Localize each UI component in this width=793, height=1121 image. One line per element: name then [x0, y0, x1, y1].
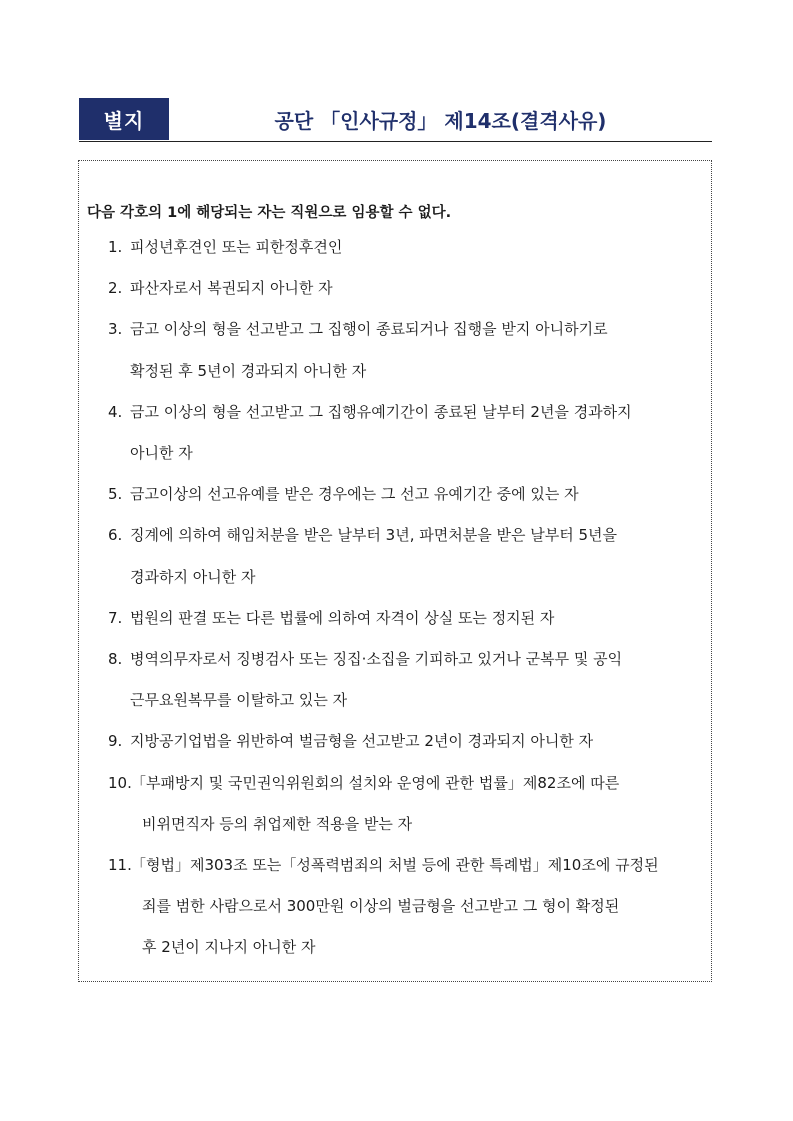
- list-item-number: 7.: [108, 608, 123, 627]
- list-item-text: 병역의무자로서 징병검사 또는 징집·소집을 기피하고 있거나 군복무 및 공익: [130, 650, 623, 668]
- list-item: [79, 608, 709, 649]
- content-box: [78, 160, 712, 982]
- attachment-label: 별지: [79, 98, 169, 140]
- list-item: [79, 525, 709, 607]
- list-item: [79, 278, 709, 319]
- list-item: [79, 319, 709, 401]
- list-item-text: 「형법」제303조 또는「성폭력범죄의 처벌 등에 관한 특례법」제10조에 규정된: [131, 856, 659, 874]
- list-item-text: 금고 이상의 형을 선고받고 그 집행이 종료되거나 집행을 받지 아니하기로: [130, 320, 608, 339]
- list-item-text: 근무요원복무를 이탈하고 있는 자: [130, 691, 348, 710]
- list-item-text: 징계에 의하여 해임처분을 받은 날부터 3년, 파면처분을 받은 날부터 5년을: [130, 526, 617, 545]
- list-item-number: 10.: [108, 773, 132, 792]
- list-item-number: 2.: [108, 279, 123, 298]
- list-item-number: 4.: [108, 402, 123, 421]
- list-item-number: 6.: [108, 526, 123, 545]
- list-item-number: 3.: [108, 320, 123, 339]
- list-item-text: 확정된 후 5년이 경과되지 아니한 자: [130, 361, 367, 380]
- list-item-number: 8.: [108, 650, 123, 668]
- list-item: [79, 484, 709, 525]
- list-item: [79, 237, 709, 278]
- list-item-text: 금고 이상의 형을 선고받고 그 집행유예기간이 종료된 날부터 2년을 경과하지: [130, 402, 632, 421]
- list-item-number: 5.: [108, 485, 123, 504]
- list-item-text: 아니한 자: [130, 443, 193, 462]
- list-item-text: 경과하지 아니한 자: [130, 567, 256, 586]
- list-item-text: 파산자로서 복권되지 아니한 자: [130, 279, 333, 298]
- list-item-text: 지방공기업법을 위반하여 벌금형을 선고받고 2년이 경과되지 아니한 자: [130, 732, 594, 751]
- document-title: 공단 「인사규정」 제14조(결격사유): [274, 108, 607, 133]
- list-item-text: 후 2년이 지나지 아니한 자: [142, 938, 316, 957]
- list-item-number: 1.: [108, 238, 123, 256]
- list-item-text: 피성년후견인 또는 피한정후견인: [130, 238, 343, 256]
- list-item: [79, 402, 709, 484]
- list-item: [79, 773, 709, 855]
- list-item-text: 비위면직자 등의 취업제한 적용을 받는 자: [142, 814, 413, 833]
- list-item-number: 9.: [108, 732, 123, 751]
- list-item-number: 11.: [108, 856, 132, 874]
- list-item: [79, 649, 709, 731]
- list-item-text: 「부패방지 및 국민권익위원회의 설치와 운영에 관한 법률」제82조에 따른: [131, 773, 620, 792]
- list-item: [79, 855, 709, 979]
- list-item: [79, 731, 709, 772]
- list-item-text: 법원의 판결 또는 다른 법률에 의하여 자격이 상실 또는 정지된 자: [130, 608, 555, 627]
- intro-text: 다음 각호의 1에 해당되는 자는 직원으로 임용할 수 없다.: [87, 205, 452, 221]
- document-header: [79, 98, 712, 142]
- list-item-text: 금고이상의 선고유예를 받은 경우에는 그 선고 유예기간 중에 있는 자: [130, 485, 579, 504]
- list-item-text: 죄를 범한 사람으로서 300만원 이상의 벌금형을 선고받고 그 형이 확정된: [142, 897, 620, 916]
